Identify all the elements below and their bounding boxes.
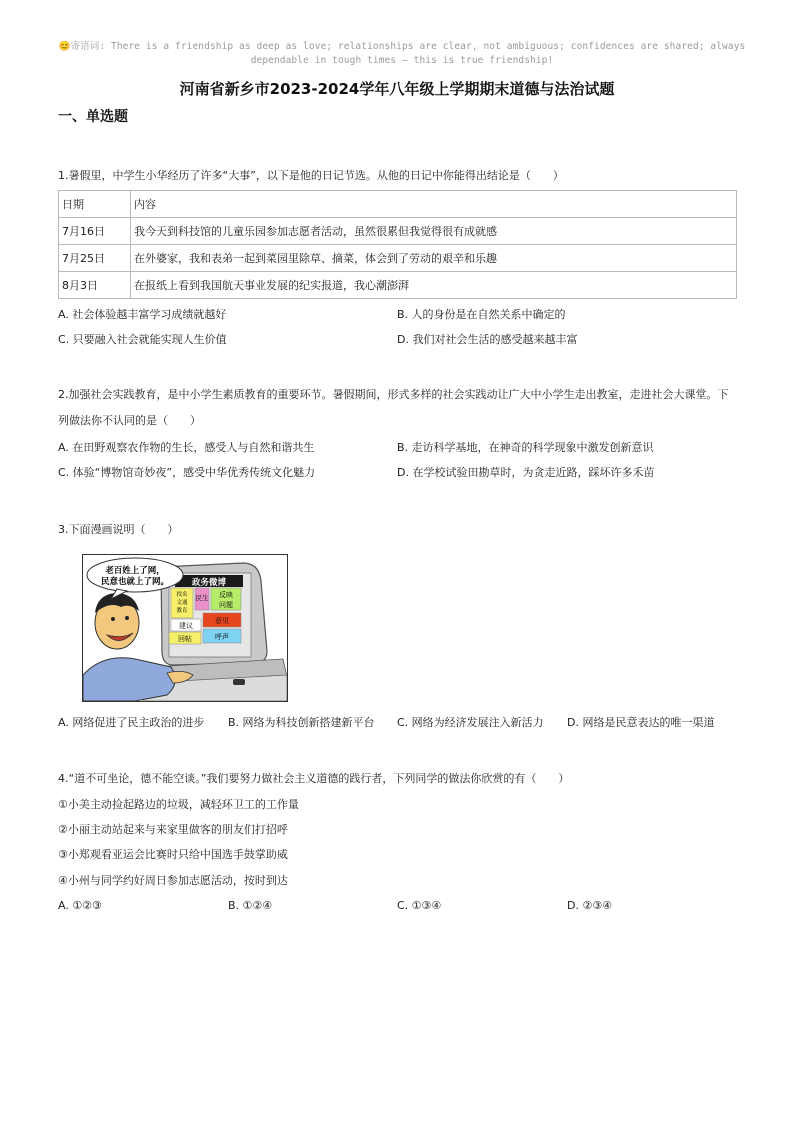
note-husheng-text: 呼声 [215,633,229,641]
q4-item-3: ③小郑观看亚运会比赛时只给中国选手鼓掌助威 [58,848,288,861]
section-heading: 一、单选题 [58,109,128,125]
q4-item-2: ②小丽主动站起来与来家里做客的朋友们打招呼 [58,823,288,836]
q3-option-c[interactable]: C. 网络为经济发展注入新活力 [397,716,544,729]
table-row [59,245,737,272]
speech-line-1: 老百姓上了网， [105,566,165,576]
note-a3-text: 教育 [176,608,188,614]
table-cell-date: 7月25日 [59,245,131,272]
q4-stem: 4.“道不可坐论，德不能空谈。”我们要努力做社会主义道德的践行者，下列同学的做法你欣赏的有（ ） [58,772,570,785]
q1-option-b[interactable]: B. 人的身份是在自然关系中确定的 [397,308,566,321]
page-title: 河南省新乡市2023-2024学年八年级上学期期末道德与法治试题 [179,80,615,98]
note-minsheng-text: 民生 [195,594,209,602]
q1-option-a[interactable]: A. 社会体验越丰富学习成绩就越好 [58,308,227,321]
note-fanying1-text: 反映 [219,591,233,599]
q3-option-b[interactable]: B. 网络为科技创新搭建新平台 [228,716,375,729]
q4-item-4: ④小州与同学约好周日参加志愿活动，按时到达 [58,874,288,887]
note-fanying2-text: 问题 [219,601,233,609]
q3-option-d[interactable]: D. 网络是民意表达的唯一渠道 [567,716,715,729]
note-a2-text: 文通 [176,600,188,606]
q2-option-d[interactable]: D. 在学校试验田勘草时，为贪走近路，踩坏许多禾苗 [397,466,655,479]
table-cell-content: 在报纸上看到我国航天事业发展的纪实报道，我心潮澎湃 [131,272,737,299]
note-yijian-text: 意见 [215,617,229,625]
cartoon-image [82,554,288,702]
mouse [233,679,245,685]
q1-diary-table [58,190,737,299]
note-jianyi-text: 建议 [179,622,193,630]
q4-item-1: ①小美主动捡起路边的垃圾，减轻环卫工的工作量 [58,798,299,811]
table-row [59,218,737,245]
table-row [59,272,737,299]
q4-option-b[interactable]: B. ①②④ [228,899,273,912]
q4-option-d[interactable]: D. ②③④ [567,899,613,912]
note-a1-text: 找名 [176,592,188,598]
speech-line-2: 民意也就上了网。 [100,577,170,587]
person-eye [125,616,129,620]
person-eye [111,617,115,621]
q2-option-a[interactable]: A. 在田野观察农作物的生长，感受人与自然和谐共生 [58,441,315,454]
table-header-content: 内容 [131,191,737,218]
q2-option-b[interactable]: B. 走访科学基地，在神奇的科学现象中激发创新意识 [397,441,654,454]
table-cell-date: 7月16日 [59,218,131,245]
q3-option-a[interactable]: A. 网络促进了民主政治的进步 [58,716,205,729]
q2-stem: 2.加强社会实践教育，是中小学生素质教育的重要环节。暑假期间，形式多样的社会实践动让广大中小学生走出教室，走进社会大课堂。下列做法你不认同的是（ ） [58,388,729,427]
table-cell-content: 我今天到科技馆的儿童乐园参加志愿者活动，虽然很累但我觉得很有成就感 [131,218,737,245]
person-body [83,658,175,701]
header-note: 😊寄语词: There is a friendship as deep as love; relationships are clear, not ambiguous; confidences are shared; always dependable in tough times — this is true friendship! [58,41,746,66]
table-header-date: 日期 [59,191,131,218]
table-header-row [59,191,737,218]
q4-option-c[interactable]: C. ①③④ [397,899,442,912]
q4-option-a[interactable]: A. ①②③ [58,899,102,912]
q3-stem: 3.下面漫画说明（ ） [58,523,179,536]
screen-title: 政务微博 [191,578,227,588]
q1-option-c[interactable]: C. 只要融入社会就能实现人生价值 [58,333,227,346]
q2-option-c[interactable]: C. 体验“博物馆奇妙夜”，感受中华优秀传统文化魅力 [58,466,316,479]
table-cell-content: 在外婆家，我和表弟一起到菜园里除草、摘菜，体会到了劳动的艰辛和乐趣 [131,245,737,272]
q1-option-d[interactable]: D. 我们对社会生活的感受越来越丰富 [397,333,578,346]
table-cell-date: 8月3日 [59,272,131,299]
note-huitie-text: 回帖 [178,635,192,643]
q1-stem: 1.暑假里，中学生小华经历了许多“大事”，以下是他的日记节选。从他的日记中你能得出结论是（ ） [58,169,564,182]
speech-bubble [83,555,195,601]
